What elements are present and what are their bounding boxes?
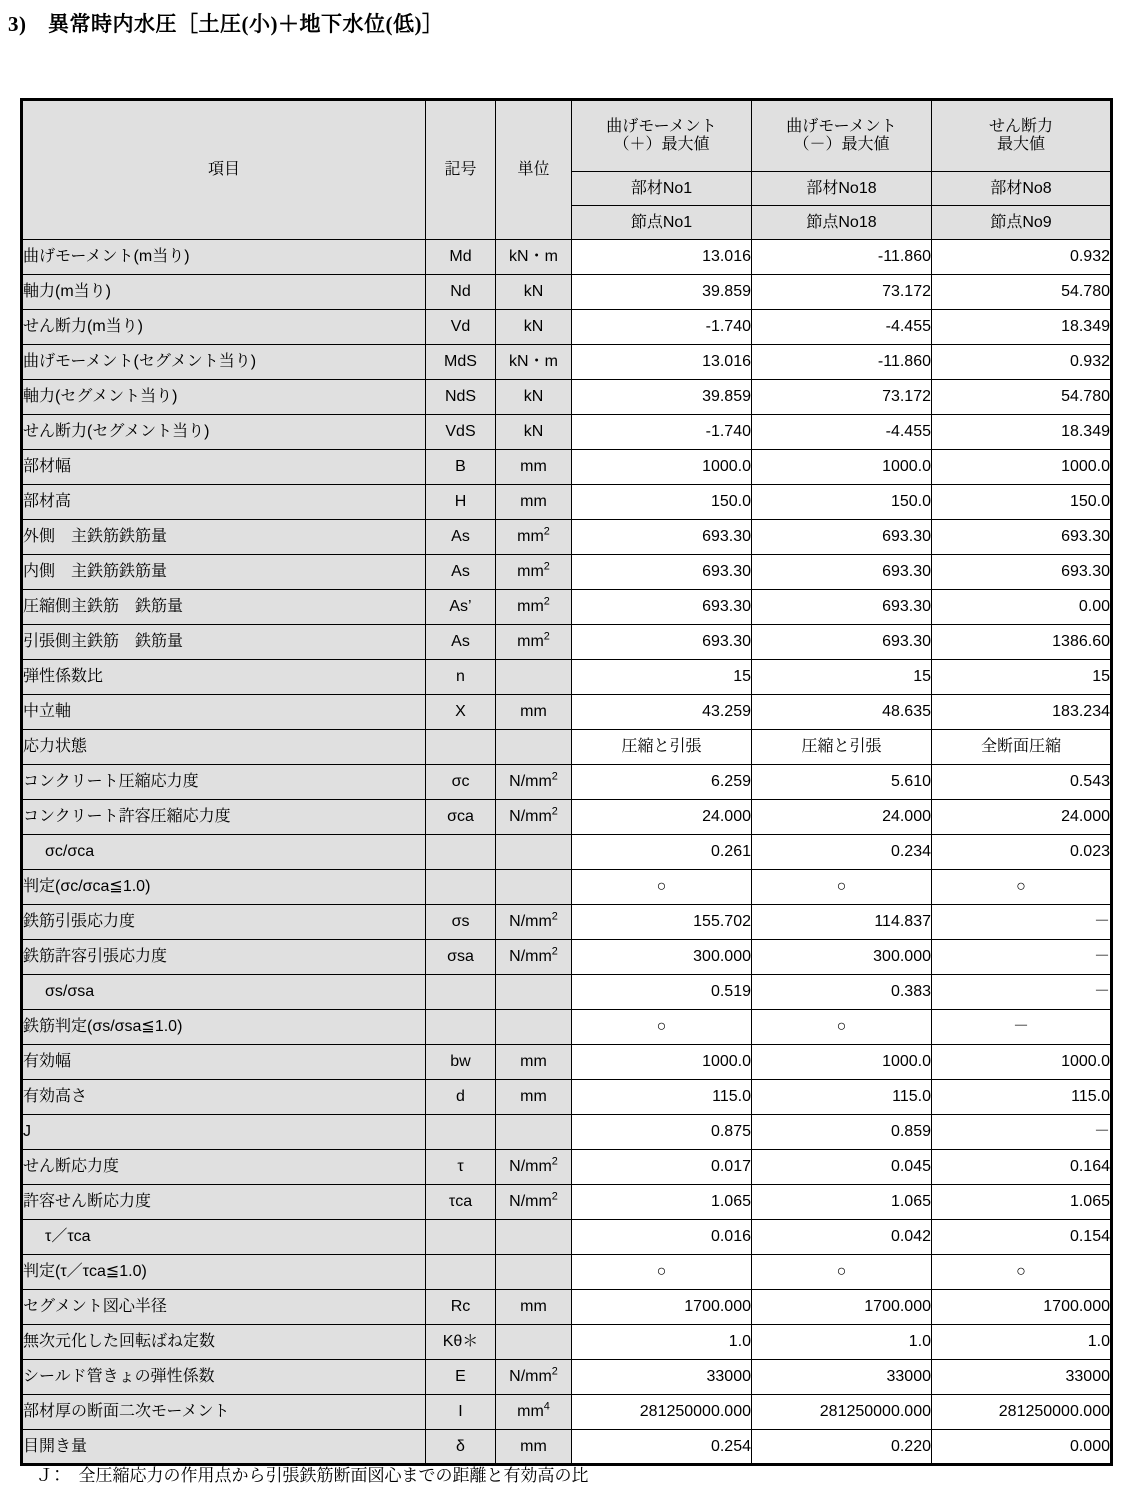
row-unit [496,940,572,975]
row-symbol: Vd [426,310,496,345]
row-unit: kN・m [496,240,572,275]
row-symbol: X [426,695,496,730]
table-row [22,1115,1112,1150]
row-unit-exponent: 2 [543,525,550,538]
row-value-col-1: 693.30 [752,555,932,590]
row-item-label: 中立軸 [22,695,426,730]
row-value-col-0: 15 [572,660,752,695]
table-row [22,1360,1112,1395]
row-symbol: Kθ＊ [426,1325,496,1360]
row-item-label: 部材高 [22,485,426,520]
row-symbol: I [426,1395,496,1430]
row-value-col-2: 0.543 [932,765,1112,800]
row-value-col-0: 13.016 [572,345,752,380]
header-col-0-title-line2: （＋）最大値 [613,136,710,153]
row-unit-base: N/mm [509,913,552,931]
row-symbol: δ [426,1430,496,1465]
row-value-col-1: 693.30 [752,520,932,555]
row-item-label: 有効幅 [22,1045,426,1080]
row-unit [496,800,572,835]
row-symbol: MdS [426,345,496,380]
row-value-col-1: 150.0 [752,485,932,520]
table-row [22,345,1112,380]
row-value-col-1: 0.220 [752,1430,932,1465]
table-row [22,1290,1112,1325]
row-item-label: τ／τca [22,1220,426,1255]
row-value-col-1: 281250000.000 [752,1395,932,1430]
row-unit-base: mm [517,1403,544,1421]
row-value-col-0: 1.065 [572,1185,752,1220]
row-symbol [426,835,496,870]
row-value-col-2: 54.780 [932,275,1112,310]
table-row [22,1010,1112,1045]
row-symbol: bw [426,1045,496,1080]
row-value-col-0: 6.259 [572,765,752,800]
row-value-col-2: － [932,940,1112,975]
row-value-col-1: ○ [752,1255,932,1290]
table-row [22,1255,1112,1290]
row-symbol: VdS [426,415,496,450]
row-value-col-0: 圧縮と引張 [572,730,752,765]
row-value-col-2: 0.154 [932,1220,1112,1255]
row-unit [496,625,572,660]
row-item-label: セグメント図心半径 [22,1290,426,1325]
row-value-col-2: 1000.0 [932,450,1112,485]
row-item-label: 内側 主鉄筋鉄筋量 [22,555,426,590]
table-row [22,625,1112,660]
header-col-2-member: 部材No8 [932,172,1112,206]
table-row [22,940,1112,975]
row-item-label: 判定(σc/σca≦1.0) [22,870,426,905]
row-value-col-1: -4.455 [752,310,932,345]
row-unit: kN [496,310,572,345]
row-unit [496,1150,572,1185]
row-value-col-0: 0.254 [572,1430,752,1465]
table-header [22,100,1112,240]
row-unit [496,1360,572,1395]
row-value-col-0: 33000 [572,1360,752,1395]
row-value-col-2: 115.0 [932,1080,1112,1115]
table-row [22,415,1112,450]
row-item-label: 鉄筋判定(σs/σsa≦1.0) [22,1010,426,1045]
row-value-col-2: 693.30 [932,555,1112,590]
calculation-table [20,98,1113,1466]
row-unit-exponent: 2 [551,805,558,818]
row-value-col-0: 0.017 [572,1150,752,1185]
row-symbol [426,1115,496,1150]
row-value-col-1: 0.383 [752,975,932,1010]
row-unit-base: mm [517,598,544,616]
row-symbol: B [426,450,496,485]
row-symbol: H [426,485,496,520]
row-value-col-2: 18.349 [932,310,1112,345]
row-value-col-0: 0.016 [572,1220,752,1255]
table-row [22,975,1112,1010]
row-value-col-1: 5.610 [752,765,932,800]
row-item-label: 外側 主鉄筋鉄筋量 [22,520,426,555]
row-unit: mm [496,450,572,485]
row-unit [496,660,572,695]
row-item-label: 目開き量 [22,1430,426,1465]
row-value-col-2: 1.065 [932,1185,1112,1220]
row-unit [496,835,572,870]
row-value-col-2: 0.164 [932,1150,1112,1185]
row-unit [496,1325,572,1360]
row-value-col-2: 1386.60 [932,625,1112,660]
row-unit-base: N/mm [509,948,552,966]
row-value-col-0: 1000.0 [572,450,752,485]
row-value-col-0: 43.259 [572,695,752,730]
header-col-0-node: 節点No1 [572,206,752,240]
row-value-col-2: 1700.000 [932,1290,1112,1325]
header-col-0-title [572,100,752,172]
row-unit [496,1010,572,1045]
row-symbol [426,1010,496,1045]
row-item-label: 曲げモーメント(セグメント当り) [22,345,426,380]
row-unit-base: N/mm [509,1158,552,1176]
header-unit: 単位 [496,100,572,240]
row-unit: mm [496,1080,572,1115]
row-unit-exponent: 2 [551,945,558,958]
row-value-col-1: ○ [752,870,932,905]
row-unit [496,1220,572,1255]
header-col-2-title [932,100,1112,172]
row-symbol: E [426,1360,496,1395]
table-row [22,1430,1112,1465]
row-unit-exponent: 2 [543,630,550,643]
row-item-label: 有効高さ [22,1080,426,1115]
row-unit [496,730,572,765]
row-value-col-0: 39.859 [572,275,752,310]
header-col-2-title-line1: せん断力 [988,118,1053,136]
row-item-label: 軸力(セグメント当り) [22,380,426,415]
row-unit [496,1115,572,1150]
row-value-col-1: 圧縮と引張 [752,730,932,765]
row-symbol: As [426,625,496,660]
row-symbol: σca [426,800,496,835]
row-value-col-0: 39.859 [572,380,752,415]
table-row [22,660,1112,695]
table-row [22,1395,1112,1430]
row-item-label: 判定(τ／τca≦1.0) [22,1255,426,1290]
row-symbol: n [426,660,496,695]
row-value-col-2: 0.023 [932,835,1112,870]
row-value-col-1: 0.042 [752,1220,932,1255]
row-item-label: 部材厚の断面二次モーメント [22,1395,426,1430]
row-value-col-2: 693.30 [932,520,1112,555]
row-value-col-1: 1000.0 [752,450,932,485]
table-row [22,520,1112,555]
row-value-col-0: -1.740 [572,415,752,450]
row-value-col-2: 281250000.000 [932,1395,1112,1430]
row-value-col-0: 281250000.000 [572,1395,752,1430]
row-unit-base: N/mm [509,1368,552,1386]
row-item-label: 応力状態 [22,730,426,765]
row-unit: kN [496,380,572,415]
row-value-col-1: 300.000 [752,940,932,975]
row-value-col-0: 155.702 [572,905,752,940]
row-item-label: 許容せん断応力度 [22,1185,426,1220]
row-value-col-1: 73.172 [752,380,932,415]
table-body [22,240,1112,1465]
row-symbol: σs [426,905,496,940]
row-unit-exponent: 4 [543,1400,550,1413]
row-unit [496,1255,572,1290]
row-value-col-1: -4.455 [752,415,932,450]
table-row [22,1045,1112,1080]
row-unit-exponent: 2 [543,595,550,608]
calculation-table-container [20,98,1111,1466]
row-unit [496,1395,572,1430]
row-item-label: J [22,1115,426,1150]
row-symbol: τ [426,1150,496,1185]
row-value-col-2: 18.349 [932,415,1112,450]
table-row [22,730,1112,765]
row-value-col-1: 1.0 [752,1325,932,1360]
row-unit-base: N/mm [509,1193,552,1211]
row-value-col-1: 0.045 [752,1150,932,1185]
table-row [22,1080,1112,1115]
row-value-col-2: － [932,1010,1112,1045]
row-symbol: σsa [426,940,496,975]
row-unit-base: N/mm [509,808,552,826]
row-unit [496,905,572,940]
row-unit [496,1185,572,1220]
header-symbol: 記号 [426,100,496,240]
header-item: 項目 [22,100,426,240]
row-item-label: 引張側主鉄筋 鉄筋量 [22,625,426,660]
header-row-title [22,100,1112,172]
row-unit: mm [496,485,572,520]
row-symbol: Md [426,240,496,275]
row-unit: mm [496,1290,572,1325]
header-col-2-title-line2: 最大値 [996,136,1045,153]
header-col-2-node: 節点No9 [932,206,1112,240]
row-unit-exponent: 2 [551,1155,558,1168]
row-value-col-1: 73.172 [752,275,932,310]
row-symbol: NdS [426,380,496,415]
header-col-1-member: 部材No18 [752,172,932,206]
row-item-label: コンクリート圧縮応力度 [22,765,426,800]
row-item-label: 鉄筋許容引張応力度 [22,940,426,975]
row-item-label: シールド管きょの弾性係数 [22,1360,426,1395]
row-value-col-2: 33000 [932,1360,1112,1395]
footnote: Ｊ： 全圧縮応力の作用点から引張鉄筋断面図心までの距離と有効高の比 [36,1466,589,1485]
header-col-1-title [752,100,932,172]
row-symbol: Nd [426,275,496,310]
row-symbol [426,730,496,765]
row-value-col-1: 15 [752,660,932,695]
row-value-col-0: 115.0 [572,1080,752,1115]
row-value-col-0: 693.30 [572,625,752,660]
row-value-col-2: － [932,975,1112,1010]
row-item-label: 曲げモーメント(m当り) [22,240,426,275]
row-unit [496,765,572,800]
row-item-label: 弾性係数比 [22,660,426,695]
row-value-col-1: 33000 [752,1360,932,1395]
row-unit [496,590,572,625]
row-symbol: τca [426,1185,496,1220]
table-row [22,485,1112,520]
row-symbol: d [426,1080,496,1115]
table-row [22,870,1112,905]
row-value-col-0: ○ [572,870,752,905]
table-row [22,800,1112,835]
row-value-col-1: 48.635 [752,695,932,730]
row-symbol [426,1220,496,1255]
row-value-col-2: － [932,1115,1112,1150]
row-unit-exponent: 2 [551,1365,558,1378]
row-item-label: 軸力(m当り) [22,275,426,310]
table-row [22,275,1112,310]
row-value-col-1: 0.859 [752,1115,932,1150]
row-value-col-0: -1.740 [572,310,752,345]
row-value-col-1: 693.30 [752,625,932,660]
row-value-col-0: 693.30 [572,520,752,555]
row-symbol: As [426,520,496,555]
row-value-col-2: 15 [932,660,1112,695]
row-value-col-0: 1000.0 [572,1045,752,1080]
table-row [22,835,1112,870]
row-value-col-2: 1.0 [932,1325,1112,1360]
row-value-col-0: 0.519 [572,975,752,1010]
row-value-col-0: 693.30 [572,590,752,625]
row-item-label: 圧縮側主鉄筋 鉄筋量 [22,590,426,625]
row-value-col-0: 0.261 [572,835,752,870]
row-value-col-1: 0.234 [752,835,932,870]
header-col-1-node: 節点No18 [752,206,932,240]
row-value-col-0: 0.875 [572,1115,752,1150]
row-value-col-2: 0.932 [932,345,1112,380]
row-value-col-1: 24.000 [752,800,932,835]
row-value-col-1: ○ [752,1010,932,1045]
row-unit-base: mm [517,528,544,546]
row-item-label: せん断応力度 [22,1150,426,1185]
row-value-col-0: 24.000 [572,800,752,835]
header-col-0-member: 部材No1 [572,172,752,206]
row-item-label: 無次元化した回転ばね定数 [22,1325,426,1360]
row-item-label: せん断力(m当り) [22,310,426,345]
table-row [22,450,1112,485]
row-value-col-0: 1.0 [572,1325,752,1360]
row-value-col-2: 1000.0 [932,1045,1112,1080]
row-item-label: コンクリート許容圧縮応力度 [22,800,426,835]
table-row [22,695,1112,730]
row-symbol [426,975,496,1010]
table-row [22,310,1112,345]
row-value-col-0: 300.000 [572,940,752,975]
row-unit [496,975,572,1010]
row-unit-exponent: 2 [551,910,558,923]
header-col-1-title-line2: （－）最大値 [793,136,890,153]
row-value-col-1: 115.0 [752,1080,932,1115]
table-row [22,240,1112,275]
row-value-col-2: 0.000 [932,1430,1112,1465]
row-value-col-2: 150.0 [932,485,1112,520]
page-title: 3) 異常時内水圧［土圧(小)＋地下水位(低)］ [8,12,444,36]
row-value-col-2: 24.000 [932,800,1112,835]
header-col-0-title-line1: 曲げモーメント [606,118,717,136]
row-value-col-1: 114.837 [752,905,932,940]
row-unit: kN [496,275,572,310]
row-unit: mm [496,1430,572,1465]
row-value-col-0: 693.30 [572,555,752,590]
row-value-col-1: 1.065 [752,1185,932,1220]
row-symbol [426,1255,496,1290]
row-symbol: As [426,555,496,590]
row-item-label: σc/σca [22,835,426,870]
row-value-col-0: 150.0 [572,485,752,520]
row-unit [496,870,572,905]
row-value-col-2: 0.00 [932,590,1112,625]
row-value-col-0: 13.016 [572,240,752,275]
row-symbol: σc [426,765,496,800]
row-unit [496,520,572,555]
row-value-col-1: 1000.0 [752,1045,932,1080]
row-value-col-2: 54.780 [932,380,1112,415]
row-unit: mm [496,1045,572,1080]
row-value-col-1: -11.860 [752,345,932,380]
row-value-col-2: 全断面圧縮 [932,730,1112,765]
row-item-label: 部材幅 [22,450,426,485]
row-value-col-0: ○ [572,1010,752,1045]
row-item-label: 鉄筋引張応力度 [22,905,426,940]
table-row [22,1150,1112,1185]
row-item-label: σs/σsa [22,975,426,1010]
row-symbol: As’ [426,590,496,625]
table-row [22,1325,1112,1360]
row-value-col-2: ○ [932,870,1112,905]
row-unit [496,555,572,590]
row-unit-exponent: 2 [551,770,558,783]
row-value-col-1: 693.30 [752,590,932,625]
row-value-col-2: ○ [932,1255,1112,1290]
row-unit-exponent: 2 [543,560,550,573]
table-row [22,1185,1112,1220]
row-value-col-2: － [932,905,1112,940]
row-value-col-0: 1700.000 [572,1290,752,1325]
row-unit: kN [496,415,572,450]
row-value-col-2: 183.234 [932,695,1112,730]
table-row [22,1220,1112,1255]
row-item-label: せん断力(セグメント当り) [22,415,426,450]
row-unit-base: mm [517,633,544,651]
table-row [22,555,1112,590]
row-unit-exponent: 2 [551,1190,558,1203]
row-symbol: Rc [426,1290,496,1325]
row-value-col-1: 1700.000 [752,1290,932,1325]
table-row [22,380,1112,415]
row-symbol [426,870,496,905]
row-unit-base: N/mm [509,773,552,791]
row-value-col-2: 0.932 [932,240,1112,275]
table-row [22,765,1112,800]
row-value-col-1: -11.860 [752,240,932,275]
header-col-1-title-line1: 曲げモーメント [786,118,897,136]
row-value-col-0: ○ [572,1255,752,1290]
row-unit: kN・m [496,345,572,380]
row-unit-base: mm [517,563,544,581]
table-row [22,590,1112,625]
table-row [22,905,1112,940]
row-unit: mm [496,695,572,730]
